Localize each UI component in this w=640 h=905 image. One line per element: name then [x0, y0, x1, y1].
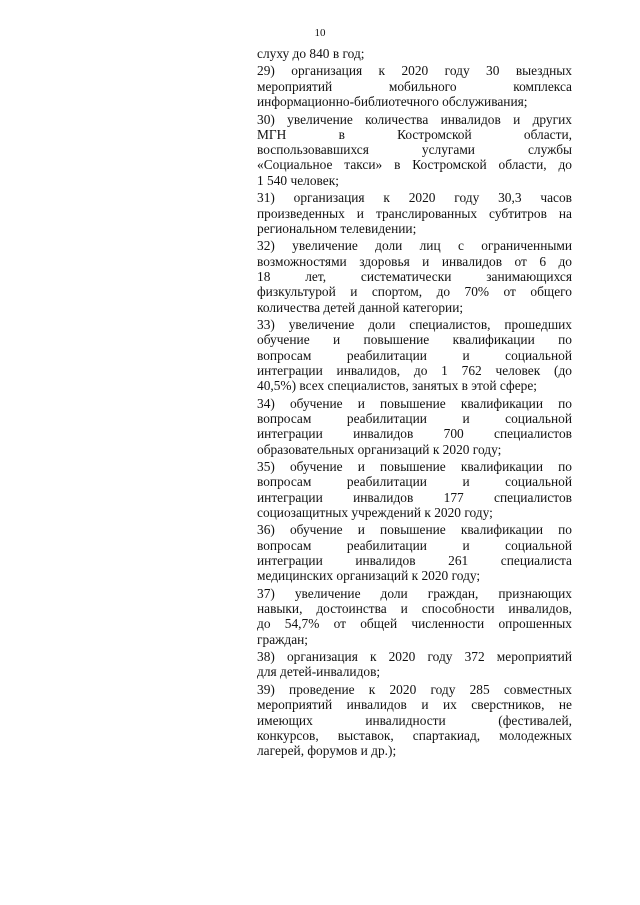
- list-item-paragraph: [257, 459, 572, 520]
- text-line: медицинских организаций к 2020 году;: [257, 568, 481, 584]
- text-line: 35) обучение и повышение квалификации по: [257, 459, 572, 475]
- text-line: 31) организация к 2020 году 30,3 часов: [257, 190, 572, 206]
- text-line: 39) проведение к 2020 году 285 совместных: [257, 681, 572, 697]
- text-line: 32) увеличение доли лиц с ограниченными: [257, 238, 572, 254]
- text-line: 38) организация к 2020 году 372 мероприятий: [257, 649, 572, 665]
- text-line: социозащитных учреждений к 2020 году;: [257, 504, 493, 520]
- text-line: воспользовавшихся услугами службы: [257, 142, 572, 158]
- text-line: навыки, достоинства и способности инвалидов,: [257, 601, 572, 617]
- text-line: вопросам реабилитации и социальной: [257, 410, 572, 426]
- list-item-paragraph: [257, 586, 572, 647]
- text-line: 18 лет, систематически занимающихся: [257, 268, 572, 284]
- text-line: для детей-инвалидов;: [257, 664, 381, 680]
- list-item-paragraph: [257, 112, 572, 188]
- text-line: мероприятий мобильного комплекса: [257, 78, 572, 94]
- text-line: 33) увеличение доли специалистов, прошедших: [257, 316, 572, 332]
- text-line: 36) обучение и повышение квалификации по: [257, 522, 572, 538]
- text-line: до 54,7% от общей численности опрошенных: [257, 616, 572, 632]
- text-line: обучение и повышение квалификации по: [257, 332, 572, 348]
- text-line: вопросам реабилитации и социальной: [257, 537, 572, 553]
- text-line: произведенных и транслированных субтитров на: [257, 205, 572, 221]
- text-line: интеграции инвалидов 700 специалистов: [257, 426, 572, 442]
- text-line: вопросам реабилитации и социальной: [257, 347, 572, 363]
- text-line: «Социальное такси» в Костромской области, до: [257, 157, 572, 173]
- text-line: мероприятий инвалидов и их сверстников, не: [257, 697, 572, 713]
- list-item-paragraph: [257, 649, 572, 680]
- text-line: лагерей, форумов и др.);: [257, 743, 397, 759]
- text-line: 40,5%) всех специалистов, занятых в этой сфере;: [257, 378, 538, 394]
- page-number: 10: [314, 27, 326, 39]
- text-line: 29) организация к 2020 году 30 выездных: [257, 63, 572, 79]
- text-line: граждан;: [257, 631, 309, 647]
- text-line: слуху до 840 в год;: [257, 46, 365, 61]
- list-item-paragraph: [257, 522, 572, 583]
- text-line: конкурсов, выставок, спартакиад, молодежных: [257, 727, 572, 743]
- text-line: МГН в Костромской области,: [257, 126, 572, 142]
- text-line: интеграции инвалидов 261 специалиста: [257, 553, 572, 568]
- list-item-paragraph: [257, 190, 572, 236]
- text-line: вопросам реабилитации и социальной: [257, 474, 572, 490]
- text-line: интеграции инвалидов 177 специалистов: [257, 489, 572, 505]
- text-line: 1 540 человек;: [257, 172, 339, 188]
- text-line: 30) увеличение количества инвалидов и других: [257, 111, 572, 127]
- list-item-paragraph: [257, 317, 572, 393]
- list-item-paragraph: [257, 682, 572, 758]
- list-item-paragraph: [257, 238, 572, 314]
- text-line: 37) увеличение доли граждан, признающих: [257, 585, 572, 601]
- text-line: региональном телевидении;: [257, 220, 417, 236]
- text-line: информационно-библиотечного обслуживания;: [257, 94, 528, 110]
- text-line: имеющих инвалидности (фестивалей,: [257, 712, 572, 728]
- list-item-paragraph: [257, 63, 572, 109]
- text-line: 34) обучение и повышение квалификации по: [257, 395, 572, 411]
- text-line: интеграции инвалидов, до 1 762 человек (до: [257, 362, 572, 378]
- document-text-column: [257, 46, 572, 761]
- list-item-paragraph: [257, 396, 572, 457]
- text-line: возможностями здоровья и инвалидов от 6 до: [257, 253, 572, 269]
- list-item-paragraph: [257, 46, 572, 61]
- text-line: образовательных организаций к 2020 году;: [257, 441, 502, 457]
- text-line: физкультурой и спортом, до 70% от общего: [257, 284, 572, 300]
- text-line: количества детей данной категории;: [257, 299, 464, 315]
